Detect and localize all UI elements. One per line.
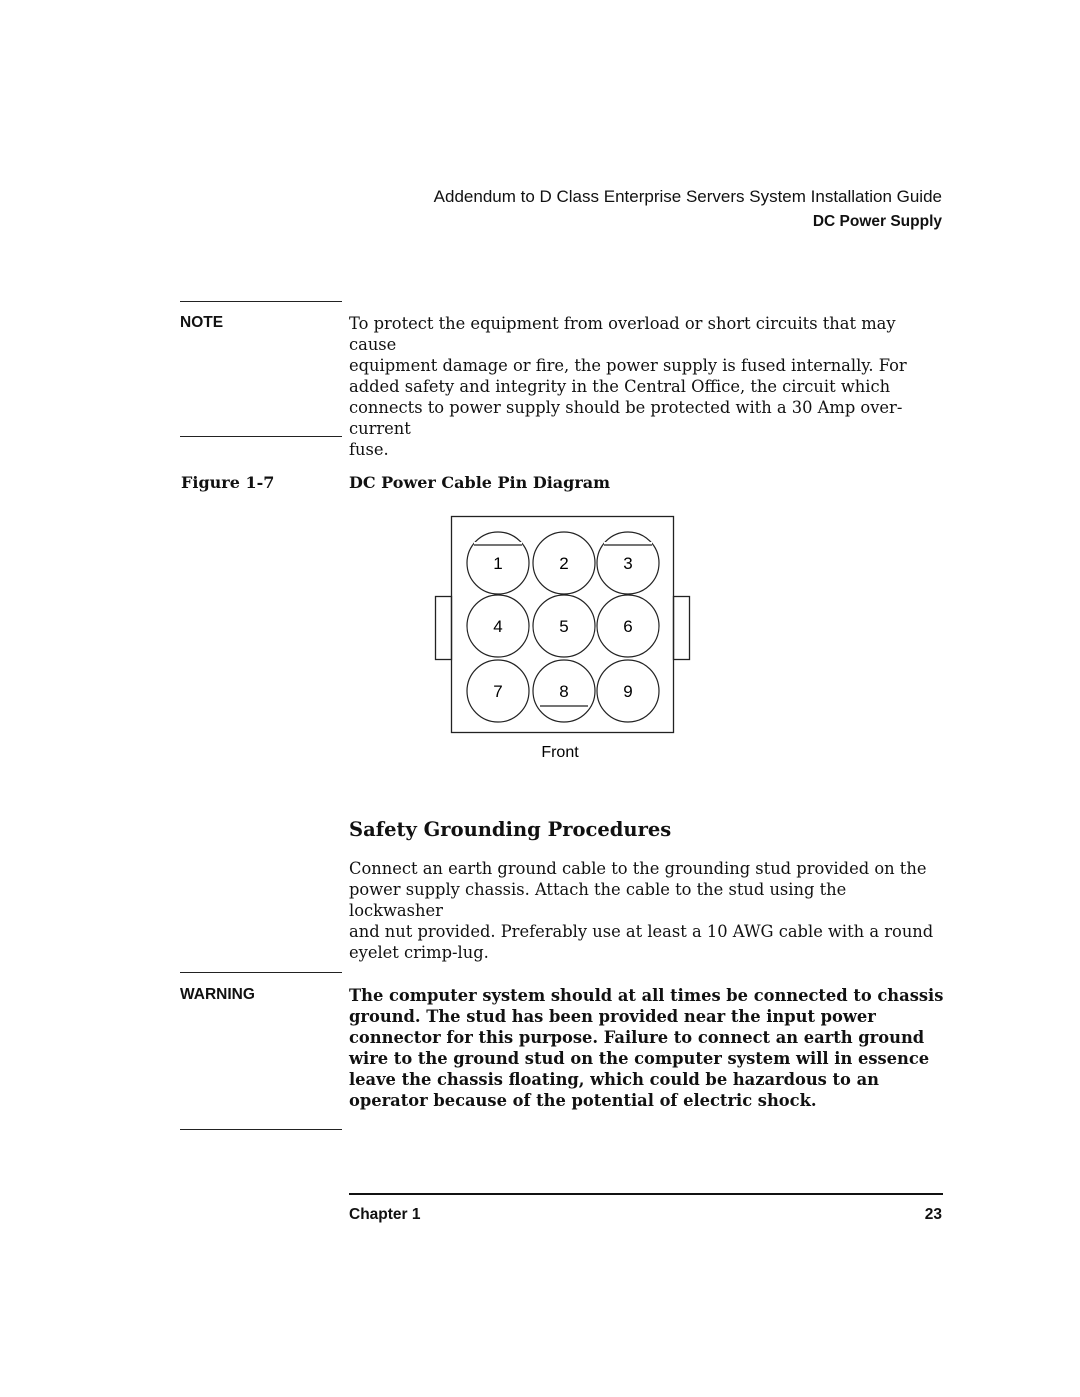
warning-top-rule (180, 972, 342, 973)
right-latch (674, 597, 690, 660)
note-line: equipment damage or fire, the power supply is fused internally. For (349, 356, 907, 375)
pin-6-label: 6 (623, 617, 633, 636)
footer-chapter: Chapter 1 (349, 1206, 421, 1223)
safety-line: eyelet crimp-lug. (349, 943, 489, 962)
safety-line: power supply chassis. Attach the cable to the stud using the lockwasher (349, 880, 847, 920)
pin-5-label: 5 (559, 617, 569, 636)
warning-line: wire to the ground stud on the computer system will in essence (349, 1049, 930, 1068)
note-line: To protect the equipment from overload or short circuits that may cause (349, 314, 896, 354)
warning-line: operator because of the potential of electric shock. (349, 1091, 817, 1110)
pin-2-label: 2 (559, 554, 569, 573)
note-label: NOTE (180, 314, 224, 331)
warning-bottom-rule (180, 1129, 342, 1130)
pin-4-label: 4 (493, 617, 503, 636)
pin-8-label: 8 (559, 682, 569, 701)
warning-line: ground. The stud has been provided near the input power (349, 1007, 876, 1026)
figure-title: DC Power Cable Pin Diagram (349, 473, 611, 492)
section-heading: Safety Grounding Procedures (349, 818, 672, 841)
warning-line: leave the chassis floating, which could be hazardous to an (349, 1070, 879, 1089)
running-header-section: DC Power Supply (812, 213, 942, 230)
warning-text (349, 985, 944, 1111)
pin-9-label: 9 (623, 682, 633, 701)
note-bottom-rule (180, 436, 342, 437)
note-top-rule (180, 301, 342, 302)
note-line: connects to power supply should be protected with a 30 Amp over-current (349, 398, 903, 438)
warning-line: connector for this purpose. Failure to connect an earth ground (349, 1028, 925, 1047)
pin-7-label: 7 (493, 682, 503, 701)
pin-diagram (430, 512, 692, 768)
figure-caption-front: Front (541, 744, 579, 761)
pin-1-label: 1 (493, 554, 503, 573)
left-latch (436, 597, 452, 660)
safety-paragraph (349, 858, 944, 963)
figure-label: Figure 1-7 (181, 473, 275, 492)
note-line: fuse. (349, 440, 389, 459)
warning-label: WARNING (180, 986, 255, 1003)
page-number: 23 (924, 1206, 942, 1223)
note-text (349, 313, 944, 460)
safety-line: Connect an earth ground cable to the grounding stud provided on the (349, 859, 927, 878)
note-line: added safety and integrity in the Central Office, the circuit which (349, 377, 891, 396)
safety-line: and nut provided. Preferably use at least a 10 AWG cable with a round (349, 922, 934, 941)
footer-rule (349, 1193, 943, 1195)
pin-3-label: 3 (623, 554, 633, 573)
running-header-title: Addendum to D Class Enterprise Servers System Installation Guide (433, 187, 942, 206)
warning-line: The computer system should at all times be connected to chassis (349, 986, 944, 1005)
